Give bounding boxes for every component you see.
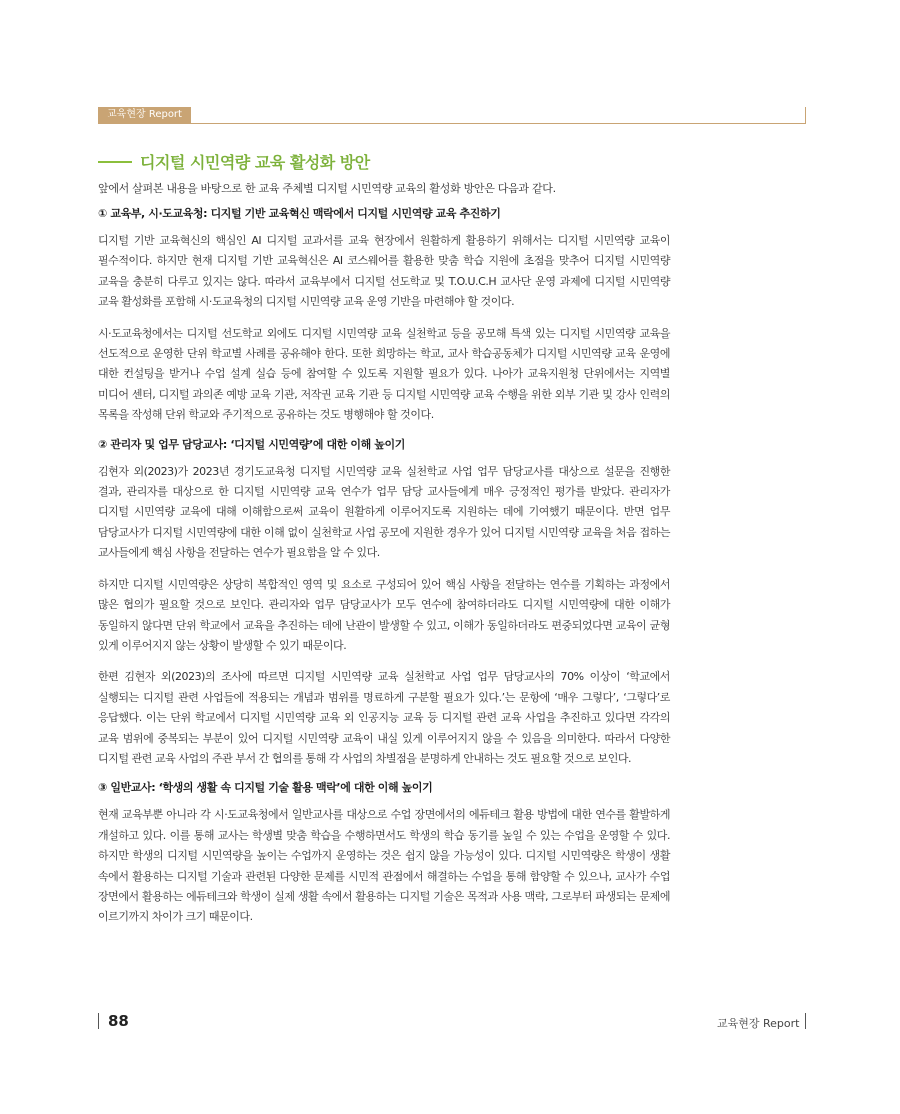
block-heading: ① 교육부, 시·도교육청: 디지털 기반 교육혁신 맥락에서 디지털 시민역량 교육 추진하기 bbox=[98, 207, 501, 220]
block-1 bbox=[98, 206, 670, 426]
block-3 bbox=[98, 780, 670, 927]
block-heading: ② 관리자 및 업무 담당교사: ‘디지털 시민역량’에 대한 이해 높이기 bbox=[98, 437, 405, 451]
header-rule bbox=[98, 123, 806, 124]
article-body bbox=[98, 180, 670, 939]
paragraph: 김현자 외(2023)가 2023년 경기도교육청 디지털 시민역량 교육 실천학교 사업 업무 담당교사를 대상으로 설문을 진행한 결과, 관리자를 대상으로 한 디지털 시민역량 교육 연수가 업무 담당 교사들에게 매우 긍정적인 평가를 받았다. 관리자가 디지털 시민역량 교육에 대해 이해함으로써 교육이 원활하게 이루어지도록 지원하는 데에 기여했기 때문이다. 반면 업무 담당교사가 디지털 시민역량에 대한 이해 없이 실천학교 사업 공모에 지원한 경우가 있어 디지털 시민역량 교육을 처음 접하는 교사들에게 핵심 사항을 전달하는 연수가 필요함을 알 수 있다. bbox=[98, 464, 670, 560]
footer-label: 교육현장 Report bbox=[717, 1017, 800, 1030]
header-rule-end bbox=[805, 107, 806, 124]
block-heading: ③ 일반교사: ‘학생의 생활 속 디지털 기술 활용 맥락’에 대한 이해 높이기 bbox=[98, 781, 433, 795]
footer-rule-right bbox=[805, 1013, 806, 1029]
paragraph: 시·도교육청에서는 디지털 선도학교 외에도 디지털 시민역량 교육 실천학교 등을 공모해 특색 있는 디지털 시민역량 교육을 선도적으로 운영한 단위 학교별 사례를 공유해야 한다. 또한 희망하는 학교, 교사 학습공동체가 디지털 시민역량 교육 운영에 대한 컨설팅을 받거나 수업 설계 실습 등에 참여할 수 있도록 지원할 필요가 있다. 나아가 교육지원청 단위에서는 지역별 미디어 센터, 디지털 과의존 예방 교육 기관, 저작권 교육 기관 등 디지털 시민역량 교육 수행을 위한 외부 기관 및 강사 인력의 목록을 작성해 단위 학교와 주기적으로 공유하는 것도 병행해야 할 것이다. bbox=[98, 326, 670, 422]
footer-rule-left bbox=[98, 1013, 99, 1029]
section-title bbox=[98, 150, 370, 173]
paragraph: 한편 김현자 외(2023)의 조사에 따르면 디지털 시민역량 교육 실천학교 사업 업무 담당교사의 70% 이상이 ‘학교에서 실행되는 디지털 관련 사업들에 적용되는 개념과 범위를 명료하게 구분할 필요가 있다.’는 문항에 ‘매우 그렇다’, ‘그렇다’로 응답했다. 이는 단위 학교에서 디지털 시민역량 교육 외 인공지능 교육 등 디지털 관련 교육 사업을 추진하고 있다면 각각의 교육 범위에 중복되는 부분이 있어 디지털 시민역량 교육이 내실 있게 이루어지지 않을 수 있음을 의미한다. 따라서 다양한 디지털 관련 교육 사업의 주관 부서 간 협의를 통해 각 사업의 차별점을 분명하게 안내하는 것도 필요할 것으로 보인다. bbox=[98, 670, 670, 765]
intro-paragraph: 앞에서 살펴본 내용을 바탕으로 한 교육 주체별 디지털 시민역량 교육의 활성화 방안은 다음과 같다. bbox=[98, 182, 556, 195]
title-accent-line bbox=[98, 161, 132, 163]
section-title-text: 디지털 시민역량 교육 활성화 방안 bbox=[140, 153, 370, 172]
paragraph: 하지만 디지털 시민역량은 상당히 복합적인 영역 및 요소로 구성되어 있어 핵심 사항을 전달하는 연수를 기획하는 과정에서 많은 협의가 필요할 것으로 보인다. 관리자와 업무 담당교사가 모두 연수에 참여하더라도 디지털 시민역량에 대한 이해가 동일하지 않다면 단위 학교에서 교육을 추진하는 데에 난관이 발생할 수 있고, 이해가 동일하더라도 편중되었다면 교육이 균형 있게 이루어지지 않는 상황이 발생할 수 있기 때문이다. bbox=[98, 577, 670, 652]
paragraph: 디지털 기반 교육혁신의 핵심인 AI 디지털 교과서를 교육 현장에서 원활하게 활용하기 위해서는 디지털 시민역량 교육이 필수적이다. 하지만 현재 디지털 기반 교육혁신은 AI 코스웨어를 활용한 맞춤 학습 지원에 초점을 맞추어 디지털 시민역량 교육을 충분히 다루고 있지는 않다. 따라서 교육부에서 디지털 선도학교 및 T.O.U.C.H 교사단 운영 과제에 디지털 시민역량 교육 활성화를 포함해 시·도교육청의 디지털 시민역량 교육 운영 기반을 마련해야 할 것이다. bbox=[98, 234, 670, 309]
section-tab: 교육현장 Report bbox=[98, 107, 191, 123]
page-number: 88 bbox=[108, 1012, 129, 1030]
block-2 bbox=[98, 437, 670, 770]
paragraph: 현재 교육부뿐 아니라 각 시·도교육청에서 일반교사를 대상으로 수업 장면에서의 에듀테크 활용 방법에 대한 연수를 활발하게 개설하고 있다. 이를 통해 교사는 학생별 맞춤 학습을 수행하면서도 학생의 학습 동기를 높일 수 있는 수업을 운영할 수 있다. 하지만 학생의 디지털 시민역량을 높이는 수업까지 운영하는 것은 쉽지 않을 가능성이 있다. 디지털 시민역량은 학생이 생활 속에서 활용하는 디지털 기술과 관련된 다양한 문제를 시민적 관점에서 해결하는 수업을 통해 함양할 수 있으나, 교사가 수업 장면에서 활용하는 에듀테크와 학생이 실제 생활 속에서 활용하는 디지털 기술은 목적과 사용 맥락, 그로부터 파생되는 문제에 이르기까지 차이가 크기 때문이다. bbox=[98, 808, 670, 924]
